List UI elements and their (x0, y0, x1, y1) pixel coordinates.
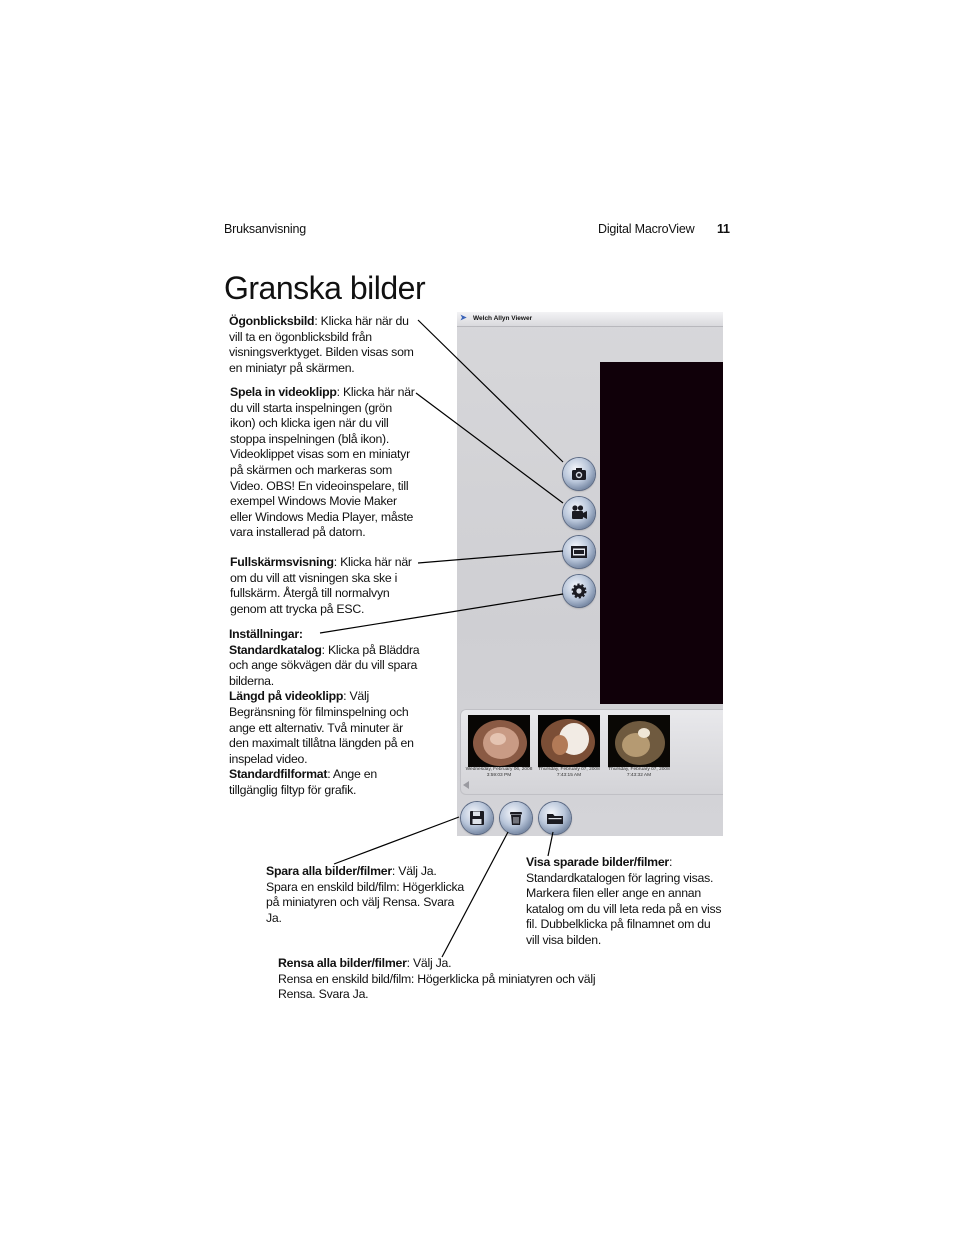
leader-line-clear-all (442, 832, 508, 957)
callout-text: Rensa en enskild bild/film: Högerklicka på miniatyren och välj Rensa. Svara Ja. (278, 971, 596, 1002)
callout-term: Rensa alla bilder/filmer (278, 956, 407, 970)
caption-time: 3:59:03 PM (486, 773, 512, 778)
running-header-left: Bruksanvisning (224, 222, 306, 236)
callout-text: : Ange en tillgänglig filtyp för grafik. (229, 767, 377, 797)
callout-term: Fullskärmsvisning (230, 555, 334, 569)
page-title: Granska bilder (224, 270, 426, 306)
callout-text: : Standardkatalogen för lagring visas. Markera filen eller ange en annan katalog om du vill leta reda på en viss fil. Dubbelklicka på filnamnet om du vill visa bilden. (526, 855, 722, 947)
leader-line-snapshot (418, 320, 563, 462)
leader-line-settings (320, 594, 563, 633)
callout-term: Standardfilformat (229, 767, 328, 782)
welch-allyn-logo-icon: ➤ (460, 313, 467, 323)
callout-text: Spara en enskild bild/film: Högerklicka på miniatyren och välj Rensa. Svara Ja. (266, 879, 465, 925)
callout-text: : Välj Ja. (406, 956, 452, 970)
callout-text: : Klicka här när du vill ta en ögonblicksbild från visningsverktyget. Bilden visas som en miniatyr på skärmen. (229, 314, 414, 375)
callout-term: Spela in videoklipp (230, 385, 337, 399)
caption-date: Wednesday, February 06, 2008 (465, 767, 533, 772)
page-number: 11 (717, 222, 730, 236)
callout-term: Visa sparade bilder/filmer (526, 855, 669, 869)
callout-text: : Klicka här när om du vill att visningen ska ske i fullskärm. Återgå till normalvyn genom att trycka på ESC. (230, 555, 412, 616)
settings-heading: Inställningar: (229, 627, 303, 641)
callout-term: Standardkatalog (229, 642, 322, 657)
callout-term: Spara alla bilder/filmer (266, 864, 392, 878)
callout-term: Ögonblicksbild (229, 314, 315, 328)
callout-text: : Klicka på Bläddra och ange sökvägen där du vill spara bilderna. (229, 642, 420, 688)
callout-text: : Klicka här när du vill starta inspelningen (grön ikon) och klicka igen när du vill stoppa inspelningen (blå ikon). Videoklippet visas som en miniatyr på skärmen och markeras som Video. OBS! En videoinspelare, till exempel Windows Movie Maker eller Windows Media Player, måste vara installerad på datorn. (230, 385, 415, 540)
callout-text: : Välj Ja. (391, 864, 437, 878)
caption-time: 7:43:15 AM (556, 773, 582, 778)
caption-date: Thursday, February 07, 2008 (608, 767, 670, 772)
running-header-right: Digital MacroView (598, 222, 695, 236)
caption-date: Thursday, February 07, 2008 (538, 767, 600, 772)
leader-line-record (416, 393, 563, 503)
callout-text: : Välj Begränsning för filminspelning och ange ett alternativ. Två minuter är den maximalt tillåtna längden på en inspelad video. (229, 689, 414, 766)
leader-line-save-all (334, 817, 459, 864)
leader-line-fullscreen (418, 551, 563, 563)
viewer-title: Welch Allyn Viewer (473, 315, 533, 322)
leader-line-show-saved (548, 832, 553, 856)
callout-term: Längd på videoklipp (229, 689, 344, 704)
caption-time: 7:43:32 AM (626, 773, 652, 778)
